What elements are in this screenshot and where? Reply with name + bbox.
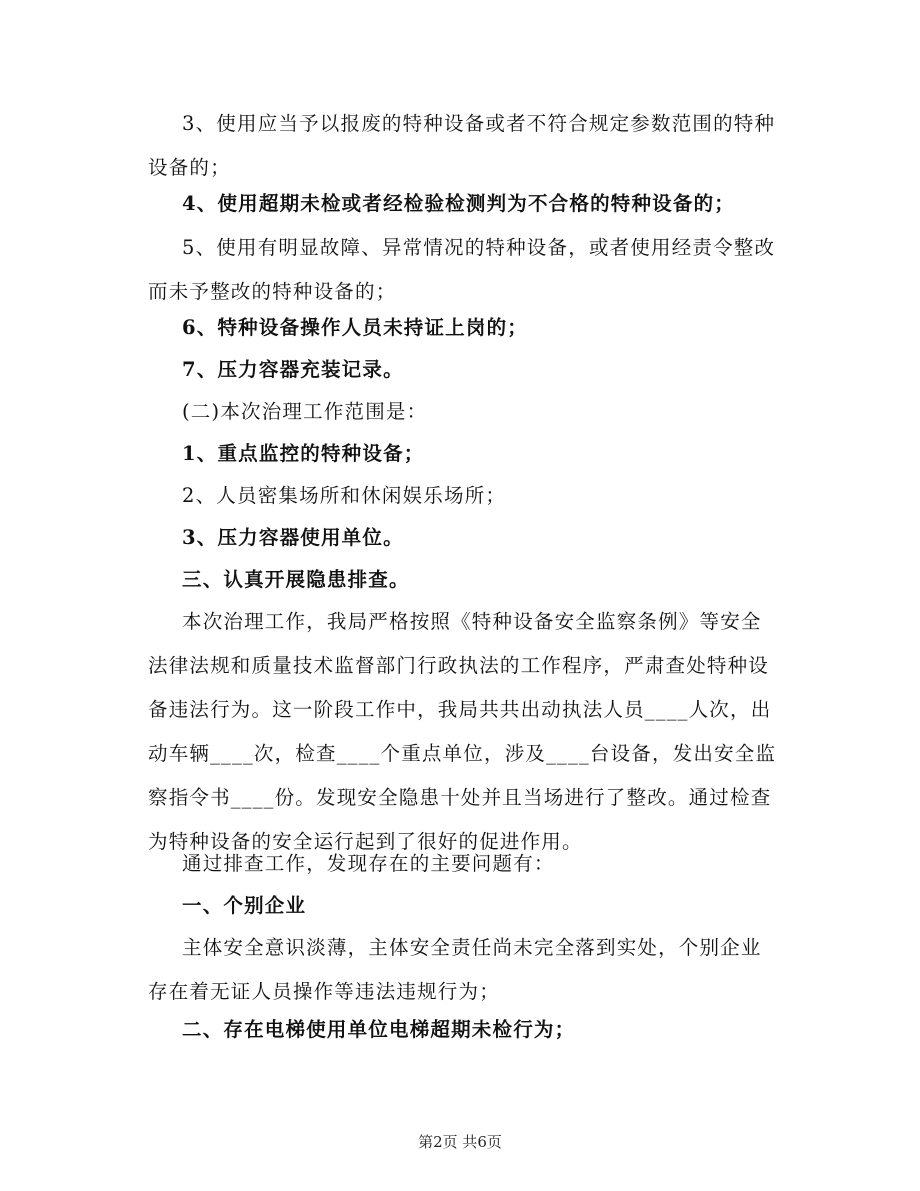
- scope-item-3: [148, 516, 788, 560]
- text-line: 4、使用超期未检或者经检验检测判为不合格的特种设备的；: [182, 192, 735, 215]
- paragraph-item-5: [148, 226, 788, 314]
- scope-item-1: [148, 432, 788, 476]
- body-paragraph-problems: [148, 842, 788, 886]
- text-line: 3、压力容器使用单位。: [182, 526, 404, 549]
- text-line: 存在着无证人员操作等违法违规行为；: [148, 980, 500, 1003]
- text-line: 2、人员密集场所和休闲娱乐场所；: [182, 484, 507, 507]
- text-line: 察指令书____份。发现安全隐患十处并且当场进行了整改。通过检查: [148, 786, 772, 809]
- paragraph-item-6: [148, 306, 788, 350]
- text-line: 为特种设备的安全运行起到了很好的促进作用。: [148, 830, 583, 853]
- scope-item-2: [148, 474, 788, 518]
- text-line: 5、使用有明显故障、异常情况的特种设备，或者使用经责令整改: [182, 236, 776, 259]
- paragraph-item-3: [148, 102, 788, 190]
- text-line: 3、使用应当予以报废的特种设备或者不符合规定参数范围的特种: [182, 112, 776, 135]
- section-heading-three: [148, 558, 788, 602]
- text-line: 主体安全意识淡薄，主体安全责任尚未完全落到实处，个别企业: [182, 936, 762, 959]
- text-line: 法律法规和质量技术监督部门行政执法的工作程序，严肃查处特种设: [148, 654, 770, 677]
- body-paragraph-inspection: [148, 600, 788, 864]
- text-line: 备违法行为。这一阶段工作中，我局共共出动执法人员____人次，出: [148, 698, 772, 721]
- text-line: 本次治理工作，我局严格按照《特种设备安全监察条例》等安全: [182, 610, 762, 633]
- paragraph-item-7: [148, 348, 788, 392]
- text-line: 动车辆____次，检查____个重点单位，涉及____台设备，发出安全监: [148, 742, 777, 765]
- text-line: 设备的；: [148, 156, 231, 179]
- problem-heading-1: [148, 884, 788, 928]
- text-line: 通过排查工作，发现存在的主要问题有：: [182, 852, 555, 875]
- text-line: 一、个别企业: [182, 894, 307, 917]
- text-line: 1、重点监控的特种设备；: [182, 442, 425, 465]
- text-line: 二、存在电梯使用单位电梯超期未检行为；: [182, 1018, 576, 1041]
- problem-paragraph-1: [148, 926, 788, 1014]
- text-line: 三、认真开展隐患排查。: [182, 568, 410, 591]
- text-line: 6、特种设备操作人员未持证上岗的；: [182, 316, 528, 339]
- section-heading-scope: [148, 390, 788, 434]
- paragraph-item-4: [148, 182, 788, 226]
- problem-heading-2: [148, 1008, 788, 1052]
- text-line: (二)本次治理工作范围是：: [182, 400, 428, 423]
- text-line: 而未予整改的特种设备的；: [148, 280, 397, 303]
- text-line: 7、压力容器充装记录。: [182, 358, 404, 381]
- page-number-footer: 第2页 共6页: [418, 1133, 502, 1151]
